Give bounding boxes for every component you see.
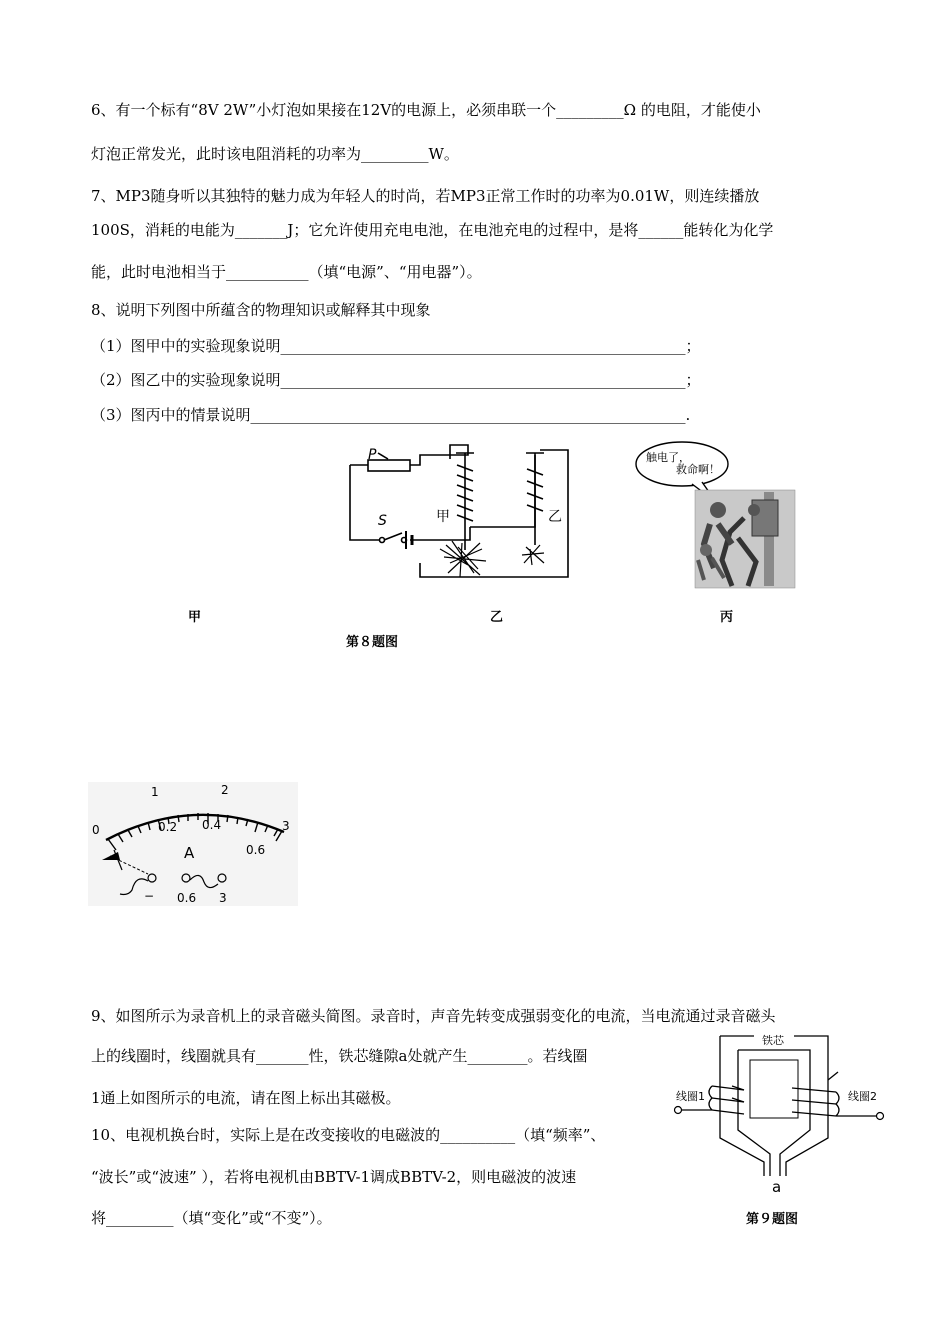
q10-line3: 将_________（填“变化”或“不变”）。: [91, 1209, 332, 1227]
scale-bottom-04: 0.4: [202, 818, 222, 832]
q9-line3: 1通上如图所示的电流，请在图上标出其磁极。: [91, 1089, 401, 1107]
rheostat-label: P: [368, 447, 377, 463]
terminal-3: 3: [219, 891, 227, 905]
nail-yi-label: 乙: [548, 509, 562, 525]
fig9-caption: 第９题图: [746, 1212, 799, 1227]
ammeter-dial: [88, 782, 298, 906]
core-label: 铁芯: [762, 1034, 784, 1047]
coil2-label: 线圈2: [848, 1090, 877, 1103]
q10-line1: 10、电视机换台时，实际上是在改变接收的电磁波的__________（填“频率”、: [91, 1126, 606, 1144]
ammeter-unit: A: [184, 844, 195, 862]
coil1-label: 线圈1: [676, 1090, 705, 1103]
caption-jia: 甲: [188, 610, 202, 625]
q6-line1: 6、有一个标有“8V 2W”小灯泡如果接在12V的电源上，必须串联一个_________Ω 的电阻，才能使小: [91, 101, 761, 119]
scale-bottom-02: 0.2: [158, 820, 178, 834]
fig8-caption: 第８题图: [346, 635, 399, 650]
scale-bottom-06: 0.6: [246, 843, 266, 857]
q7-line2: 100S，消耗的电能为_______J；它允许使用充电电池，在电池充电的过程中，是将______能转化为化学: [91, 221, 774, 239]
gap-label: a: [772, 1178, 782, 1196]
scale-top-3: 3: [282, 819, 290, 833]
q7-line3: 能，此时电池相当于___________（填“电源”、“用电器”）。: [91, 263, 482, 281]
q7-line1: 7、MP3随身听以其独特的魅力成为年轻人的时尚，若MP3正常工作时的功率为0.01W，则连续播放: [91, 187, 760, 205]
nail-jia-label: 甲: [436, 509, 450, 525]
switch-label: S: [378, 513, 387, 529]
q6-line2: 灯泡正常发光，此时该电阻消耗的功率为_________W。: [91, 145, 459, 163]
terminal-negative: −: [144, 889, 155, 903]
caption-bing: 丙: [720, 610, 734, 625]
q9-line2: 上的线圈时，线圈就具有_______性，铁芯缝隙a处就产生________。若线圈: [91, 1047, 588, 1065]
caption-yi: 乙: [490, 610, 504, 625]
q8-sub2: （2）图乙中的实验现象说明______________________________________________________；: [91, 371, 701, 389]
scale-top-0: 0: [92, 823, 100, 837]
q9-line1: 9、如图所示为录音机上的录音磁头简图。录音时，声音先转变成强弱变化的电流，当电流通过录音磁头: [91, 1007, 776, 1025]
terminal-06: 0.6: [177, 891, 197, 905]
q8-stem: 8、说明下列图中所蕴含的物理知识或解释其中现象: [91, 301, 431, 319]
recording-head-diagram: [672, 1030, 890, 1202]
bubble-line1: 触电了，: [646, 451, 690, 464]
q10-line2: “波长”或“波速” ），若将电视机由BBTV-1调成BBTV-2，则电磁波的波速: [91, 1168, 577, 1186]
electric-shock-picture: [632, 440, 802, 590]
scale-top-1: 1: [151, 785, 159, 799]
electromagnet-circuit-figure: [340, 445, 580, 585]
scale-top-2: 2: [221, 783, 229, 797]
q8-sub3: （3）图丙中的情景说明__________________________________________________________.: [91, 406, 691, 424]
bubble-line2: 救命啊！: [676, 463, 720, 476]
q8-sub1: （1）图甲中的实验现象说明______________________________________________________；: [91, 337, 701, 355]
